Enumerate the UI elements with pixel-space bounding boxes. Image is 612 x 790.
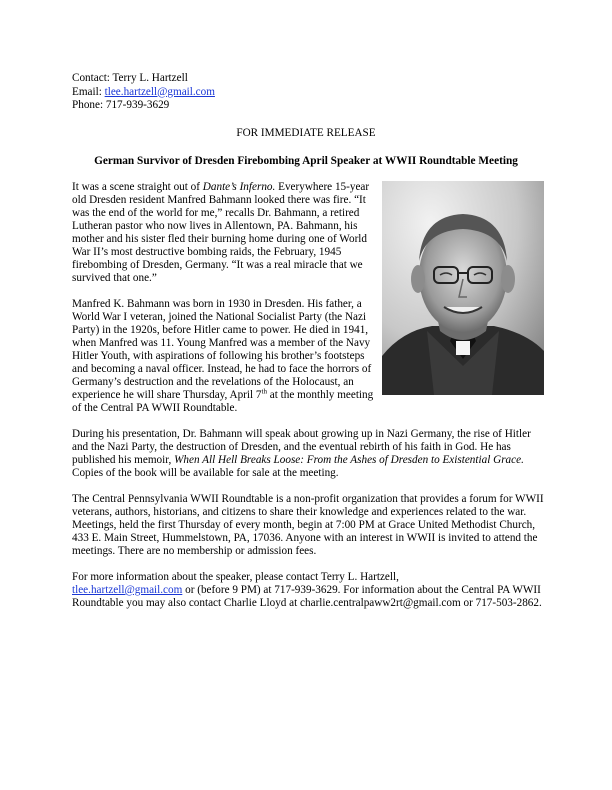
memoir-title: When All Hell Breaks Loose: From the Ashes of Dresden to Existential Grace.	[174, 454, 524, 466]
email-label: Email:	[72, 85, 105, 98]
contact-phone: Phone: 717-939-3629	[72, 99, 170, 111]
paragraph-5: For more information about the speaker, please contact Terry L. Hartzell, tlee.hartzell@gmail.com or (before 9 PM) at 717-939-3629. For information about the Central PA WWII Roundtable you may also contact Charlie Lloyd at charlie.centralpaww2rt@gmail.com or 717-503-2862.	[72, 571, 542, 609]
paragraph-3: During his presentation, Dr. Bahmann will speak about growing up in Nazi Germany, the rise of Hitler and the Nazi Party, the destruction of Dresden, and the eventual rebirth of his faith in God. He has published his memoir, When All Hell Breaks Loose: From the Ashes of Dresden to Existential Grace. Copies of the book will be available for sale at the meeting.	[72, 428, 531, 479]
headline: German Survivor of Dresden Firebombing April Speaker at WWII Roundtable Meeting	[94, 155, 518, 167]
article-body	[72, 181, 544, 623]
release-line: FOR IMMEDIATE RELEASE	[236, 127, 376, 139]
paragraph-1: It was a scene straight out of Dante’s Inferno. Everywhere 15-year old Dresden resident Manfred Bahmann looked there was fire. “It was the end of the world for me,” recalls Dr. Bahmann, a retired Lutheran pastor who now lives in Allentown, PA. Bahmann, his mother and his sister fled their burning home during one of World War II’s most destructive bombing raids, the February, 1945 firebombing of Dresden, Germany. “It was a real miracle that we survived that one.”	[72, 181, 370, 284]
speaker-portrait-photo	[382, 181, 544, 395]
contact-email-line	[72, 86, 372, 100]
paragraph-4: The Central Pennsylvania WWII Roundtable is a non-profit organization that provides a forum for WWII veterans, authors, historians, and citizens to share their knowledge and experiences related to the war. Meetings, held the first Thursday of every month, begin at 7:00 PM at Grace United Methodist Church, 433 E. Main Street, Hummelstown, PA, 17036. Anyone with an interest in WWII is invited to attend the meetings. There are no membership or admission fees.	[72, 493, 544, 557]
book-title-dantes-inferno: Dante’s Inferno.	[202, 181, 276, 193]
contact-email-link[interactable]: tlee.hartzell@gmail.com	[104, 85, 215, 98]
contact-name: Contact: Terry L. Hartzell	[72, 72, 188, 84]
speaker-contact-email-link[interactable]: tlee.hartzell@gmail.com	[72, 584, 183, 596]
paragraph-2: Manfred K. Bahmann was born in 1930 in Dresden. His father, a World War I veteran, joined the National Socialist Party (the Nazi Party) in the 1920s, before Hitler came to power. He died in 1941, when Manfred was 11. Young Manfred was a member of the Navy Hitler Youth, with aspirations of following his brother’s footsteps and becoming a naval officer. Instead, he had to face the horrors of Germany’s destruction and the revelations of the Holocaust, an experience he will share Thursday, April 7th at the monthly meeting of the Central PA WWII Roundtable.	[72, 298, 374, 414]
contact-block	[72, 72, 372, 113]
